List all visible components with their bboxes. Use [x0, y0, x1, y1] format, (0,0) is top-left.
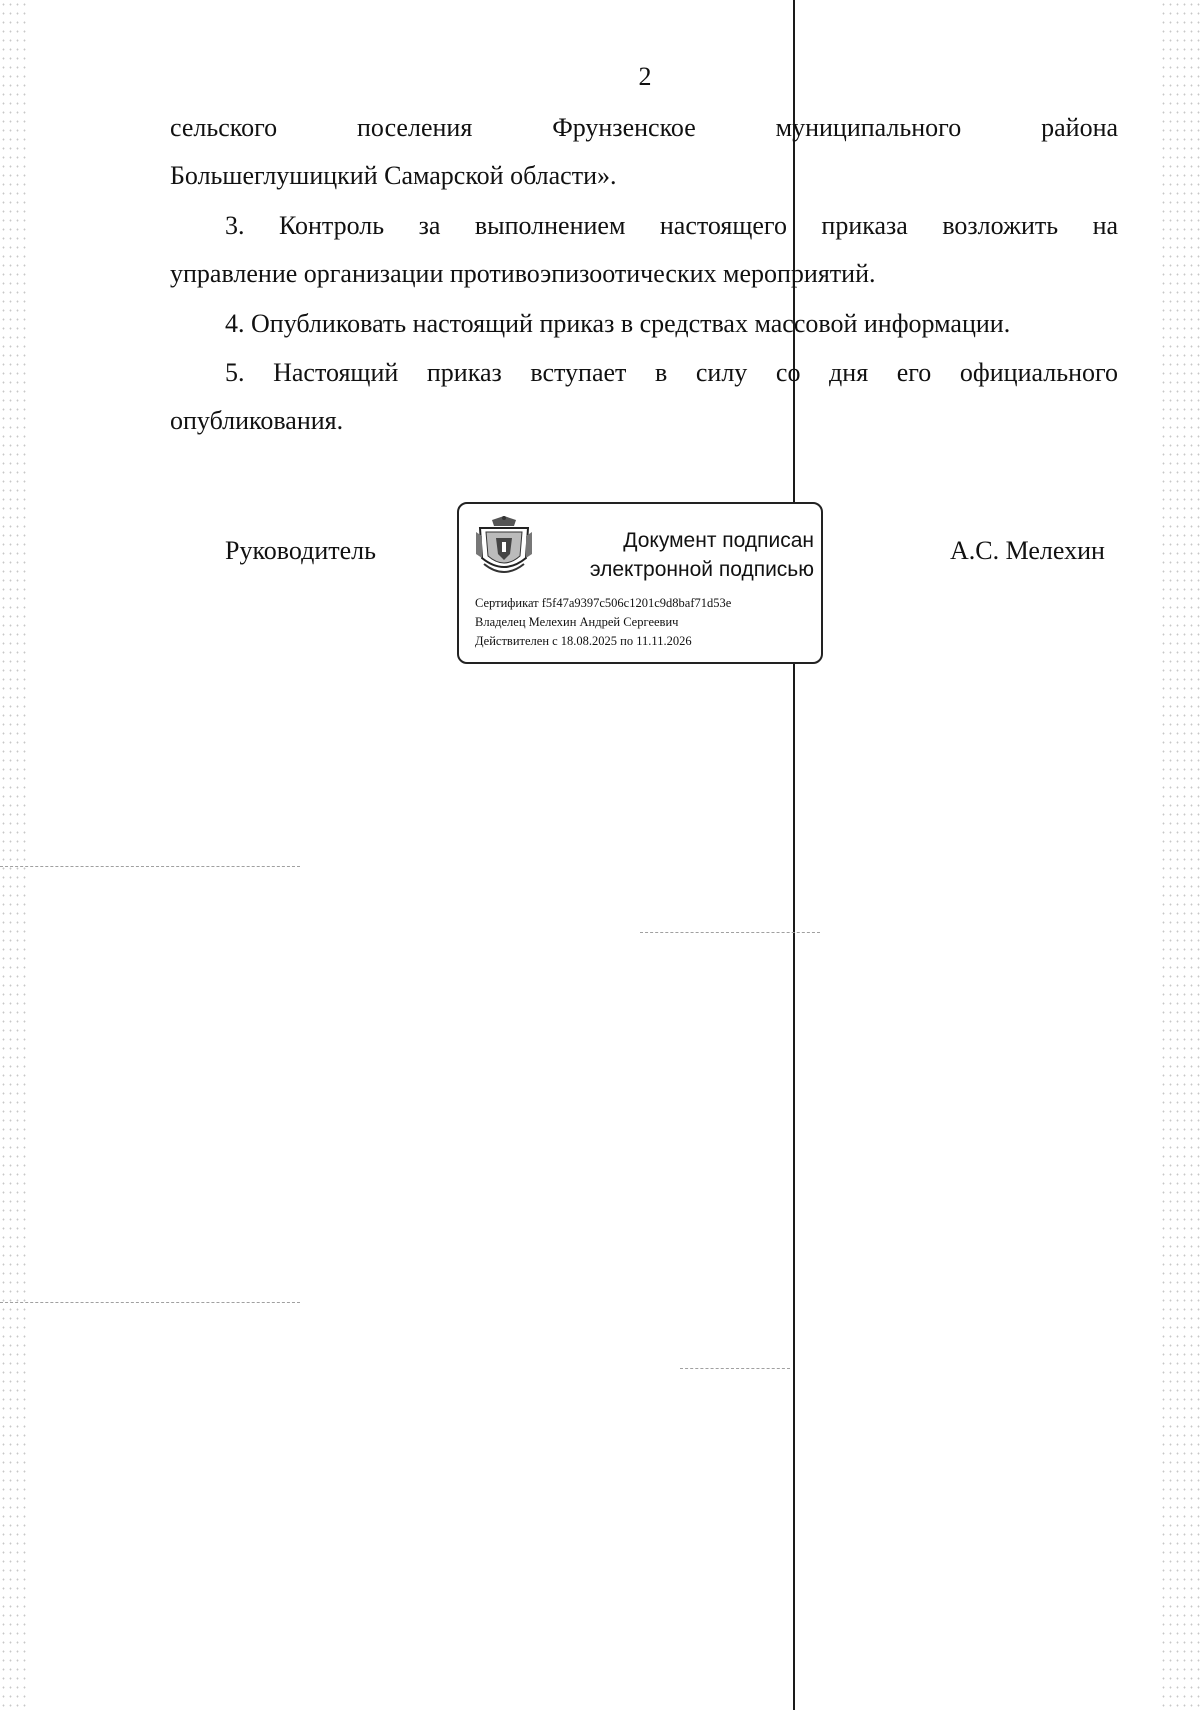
word: возложить	[942, 211, 1059, 240]
word: в	[655, 358, 668, 387]
scan-artifact-dash	[680, 1368, 790, 1370]
word: приказ	[426, 358, 502, 387]
word: вступает	[530, 358, 627, 387]
word: на	[1092, 211, 1119, 240]
paragraph-item-5	[170, 349, 1118, 445]
paragraph-line: Большеглушицкий Самарской области».	[170, 161, 617, 190]
stamp-heading-line: электронной подписью	[589, 558, 814, 581]
paragraph-line	[170, 104, 1118, 152]
samara-coat-of-arms-icon	[474, 514, 534, 580]
paragraph-continuation	[170, 104, 1118, 200]
stamp-heading	[554, 526, 814, 584]
paragraph-item-3	[170, 202, 1118, 298]
certificate-owner: Владелец Мелехин Андрей Сергеевич	[475, 615, 679, 629]
stamp-heading-line: Документ подписан	[623, 529, 814, 552]
scan-artifact-dash	[0, 866, 300, 868]
paragraph-line	[170, 202, 1118, 250]
word: приказа	[821, 211, 908, 240]
word: выполнением	[474, 211, 626, 240]
scan-noise-right	[1160, 0, 1200, 1710]
word: со	[775, 358, 801, 387]
paragraph-item-4	[170, 300, 1118, 348]
word: дня	[829, 358, 869, 387]
word: официального	[959, 358, 1119, 387]
scan-noise-left	[0, 0, 30, 1710]
word: сельского	[170, 113, 278, 142]
word: 3. Контроль	[225, 211, 385, 240]
word: настоящего	[659, 211, 787, 240]
paragraph-line	[170, 349, 1118, 397]
word: муниципального	[775, 113, 962, 142]
word: 5. Настоящий	[225, 358, 399, 387]
certificate-number: Сертификат f5f47a9397c506c1201c9d8baf71d53e	[475, 596, 732, 610]
paragraph-line: управление организации противоэпизоотических мероприятий.	[170, 259, 876, 288]
paragraph-line: 4. Опубликовать настоящий приказ в средствах массовой информации.	[225, 309, 1011, 338]
signatory-title: Руководитель	[225, 536, 376, 565]
word: силу	[695, 358, 748, 387]
word: Фрунзенское	[552, 113, 696, 142]
page-number: 2	[638, 62, 652, 91]
paragraph-line: опубликования.	[170, 406, 344, 435]
word: его	[896, 358, 932, 387]
electronic-signature-stamp	[457, 502, 823, 664]
scan-artifact-dash	[640, 932, 820, 934]
stamp-details	[475, 594, 731, 651]
word: района	[1041, 113, 1119, 142]
word: поселения	[357, 113, 473, 142]
certificate-validity: Действителен с 18.08.2025 по 11.11.2026	[475, 634, 692, 648]
scan-artifact-dash	[0, 1302, 300, 1304]
word: за	[418, 211, 441, 240]
signature-block	[0, 530, 1200, 670]
signatory-name: А.С. Мелехин	[950, 536, 1105, 565]
